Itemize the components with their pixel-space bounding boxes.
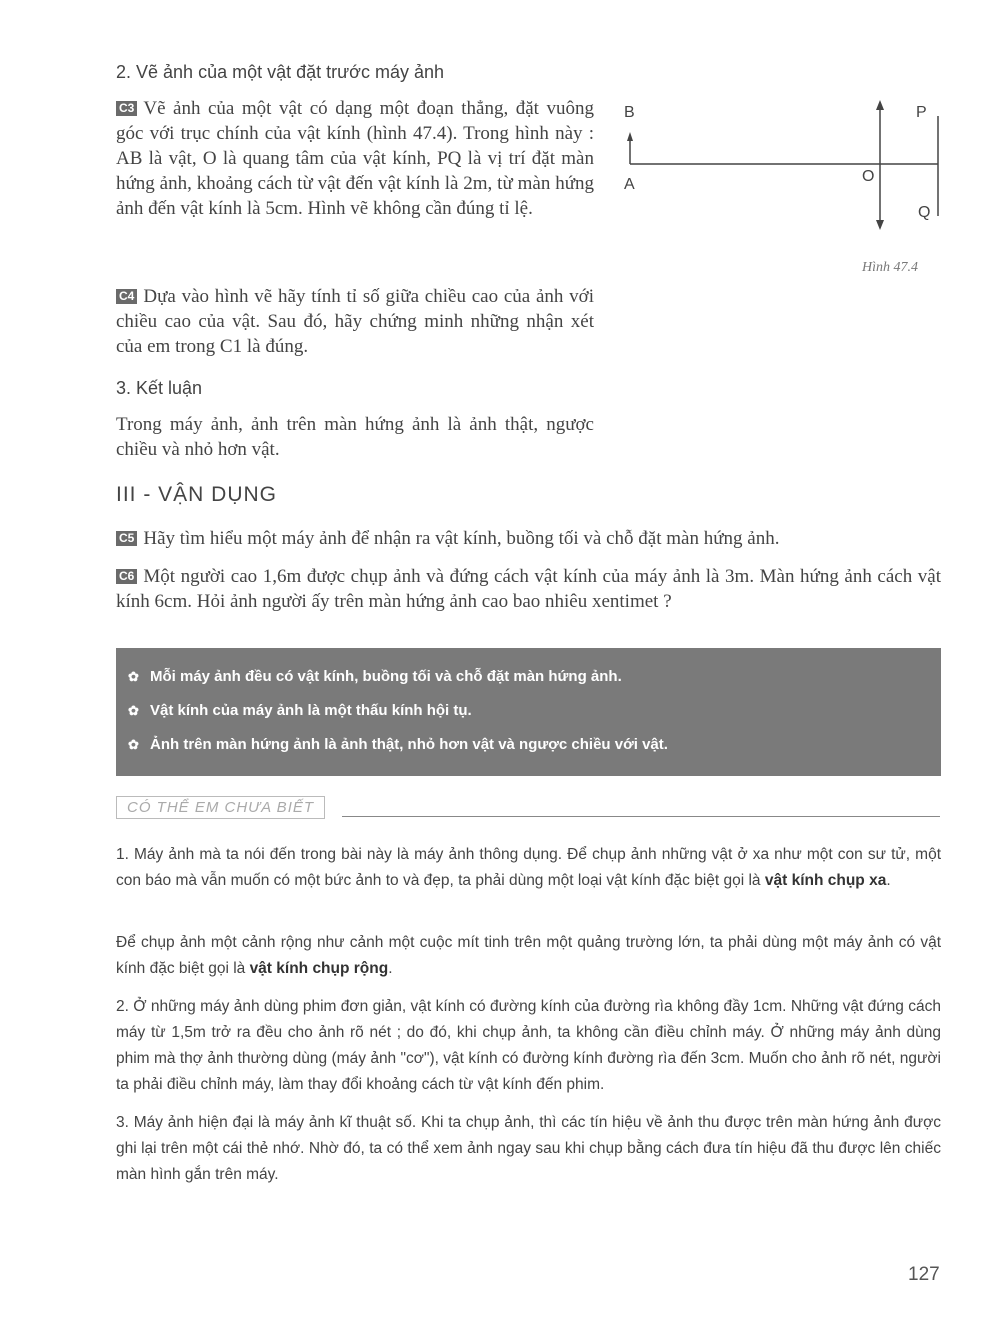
label-b: B xyxy=(624,104,635,121)
lens-arrow-top xyxy=(876,100,884,110)
know-paragraph-4: 3. Máy ảnh hiện đại là máy ảnh kĩ thuật số. Khi ta chụp ảnh, thì các tín hiệu về ảnh thu được trên màn hứng ảnh được ghi lại trên một cái thẻ nhớ. Nhờ đó, ta có thể xem ảnh ngay sau khi chụp bằng cách đưa tín hiệu đã thu được lên chiếc màn hình gắn trên máy. xyxy=(116,1114,941,1183)
summary-item: ✿ Mỗi máy ảnh đều có vật kính, buồng tối và chỗ đặt màn hứng ảnh. xyxy=(128,668,622,685)
c3-badge: C3 xyxy=(116,101,137,116)
know-paragraph-1: 1. Máy ảnh mà ta nói đến trong bài này là máy ảnh thông dụng. Để chụp ảnh những vật ở xa như một con sư tử, một con báo mà vẫn muốn có một bức ảnh to và đẹp, ta phải dùng một loại vật kính đặc biệt gọi là vật kính chụp xa. xyxy=(116,846,941,889)
figure-47-4 xyxy=(618,96,948,286)
summary-box xyxy=(116,648,941,776)
c4-badge: C4 xyxy=(116,289,137,304)
term-telephoto: vật kính chụp xa xyxy=(764,872,887,889)
know-paragraph-2: Để chụp ảnh một cảnh rộng như cảnh một cuộc mít tinh trên một quảng trường lớn, ta phải dùng một máy ảnh có vật kính đặc biệt gọi là vật kính chụp rộng. xyxy=(116,934,941,977)
know-paragraph-3: 2. Ở những máy ảnh dùng phim đơn giản, vật kính có đường kính của đường rìa không đầy 1cm. Những vật đứng cách máy từ 1,5m trở ra đều cho ảnh rõ nét ; do đó, khi chụp ảnh, ta không cần điều chỉnh máy. Ở những máy ảnh dùng phim mà thợ ảnh thường dùng (máy ảnh "cơ"), vật kính có đường kính đường rìa đến 3cm. Muốn cho ảnh rõ nét, người ta phải điều chỉnh máy, làm thay đổi khoảng cách từ vật kính đến phim. xyxy=(116,998,941,1093)
figure-diagram xyxy=(618,96,948,286)
c6-badge: C6 xyxy=(116,569,137,584)
know-divider xyxy=(342,816,940,817)
section-iii-heading: III - VẬN DỤNG xyxy=(116,483,278,506)
figure-caption: Hình 47.4 xyxy=(862,260,918,275)
c6-paragraph xyxy=(116,564,941,614)
term-wide-angle: vật kính chụp rộng xyxy=(249,960,389,977)
label-a: A xyxy=(624,176,635,193)
page-number: 127 xyxy=(908,1264,940,1285)
c5-badge: C5 xyxy=(116,531,137,546)
flower-icon: ✿ xyxy=(128,669,139,684)
section2-heading: 2. Vẽ ảnh của một vật đặt trước máy ảnh xyxy=(116,62,445,82)
c5-text: Hãy tìm hiểu một máy ảnh để nhận ra vật kính, buồng tối và chỗ đặt màn hứng ảnh. xyxy=(143,528,780,549)
flower-icon: ✿ xyxy=(128,737,139,752)
summary-item: ✿ Ảnh trên màn hứng ảnh là ảnh thật, nhỏ hơn vật và ngược chiều với vật. xyxy=(128,736,668,753)
c3-paragraph xyxy=(116,96,594,221)
label-q: Q xyxy=(918,204,931,221)
label-p: P xyxy=(916,104,927,121)
c4-text: Dựa vào hình vẽ hãy tính tỉ số giữa chiều cao của ảnh với chiều cao của vật. Sau đó, hãy chứng minh những nhận xét của em trong C1 là đúng. xyxy=(116,286,594,357)
c4-paragraph xyxy=(116,284,594,359)
object-arrowhead xyxy=(627,132,633,141)
c6-text: Một người cao 1,6m được chụp ảnh và đứng cách vật kính của máy ảnh là 3m. Màn hứng ảnh cách vật kính 6cm. Hỏi ảnh người ấy trên màn hứng ảnh cao bao nhiêu xentimet ? xyxy=(116,566,941,612)
conclusion-paragraph: Trong máy ảnh, ảnh trên màn hứng ảnh là ảnh thật, ngược chiều và nhỏ hơn vật. xyxy=(116,414,594,460)
c5-paragraph xyxy=(116,526,941,551)
c3-text: Vẽ ảnh của một vật có dạng một đoạn thẳng, đặt vuông góc với trục chính của vật kính (hình 47.4). Trong hình này : AB là vật, O là quang tâm của vật kính, PQ là vị trí đặt màn hứng ảnh, khoảng cách từ vật đến vật kính là 2m, từ màn hứng ảnh đến vật kính là 5cm. Hình vẽ không cần đúng tỉ lệ. xyxy=(116,98,594,219)
section3-heading: 3. Kết luận xyxy=(116,378,203,398)
summary-item: ✿ Vật kính của máy ảnh là một thấu kính hội tụ. xyxy=(128,702,472,719)
flower-icon: ✿ xyxy=(128,703,139,718)
label-o: O xyxy=(862,168,875,185)
lens-arrow-bottom xyxy=(876,220,884,230)
know-title: CÓ THỂ EM CHƯA BIẾT xyxy=(116,796,325,819)
